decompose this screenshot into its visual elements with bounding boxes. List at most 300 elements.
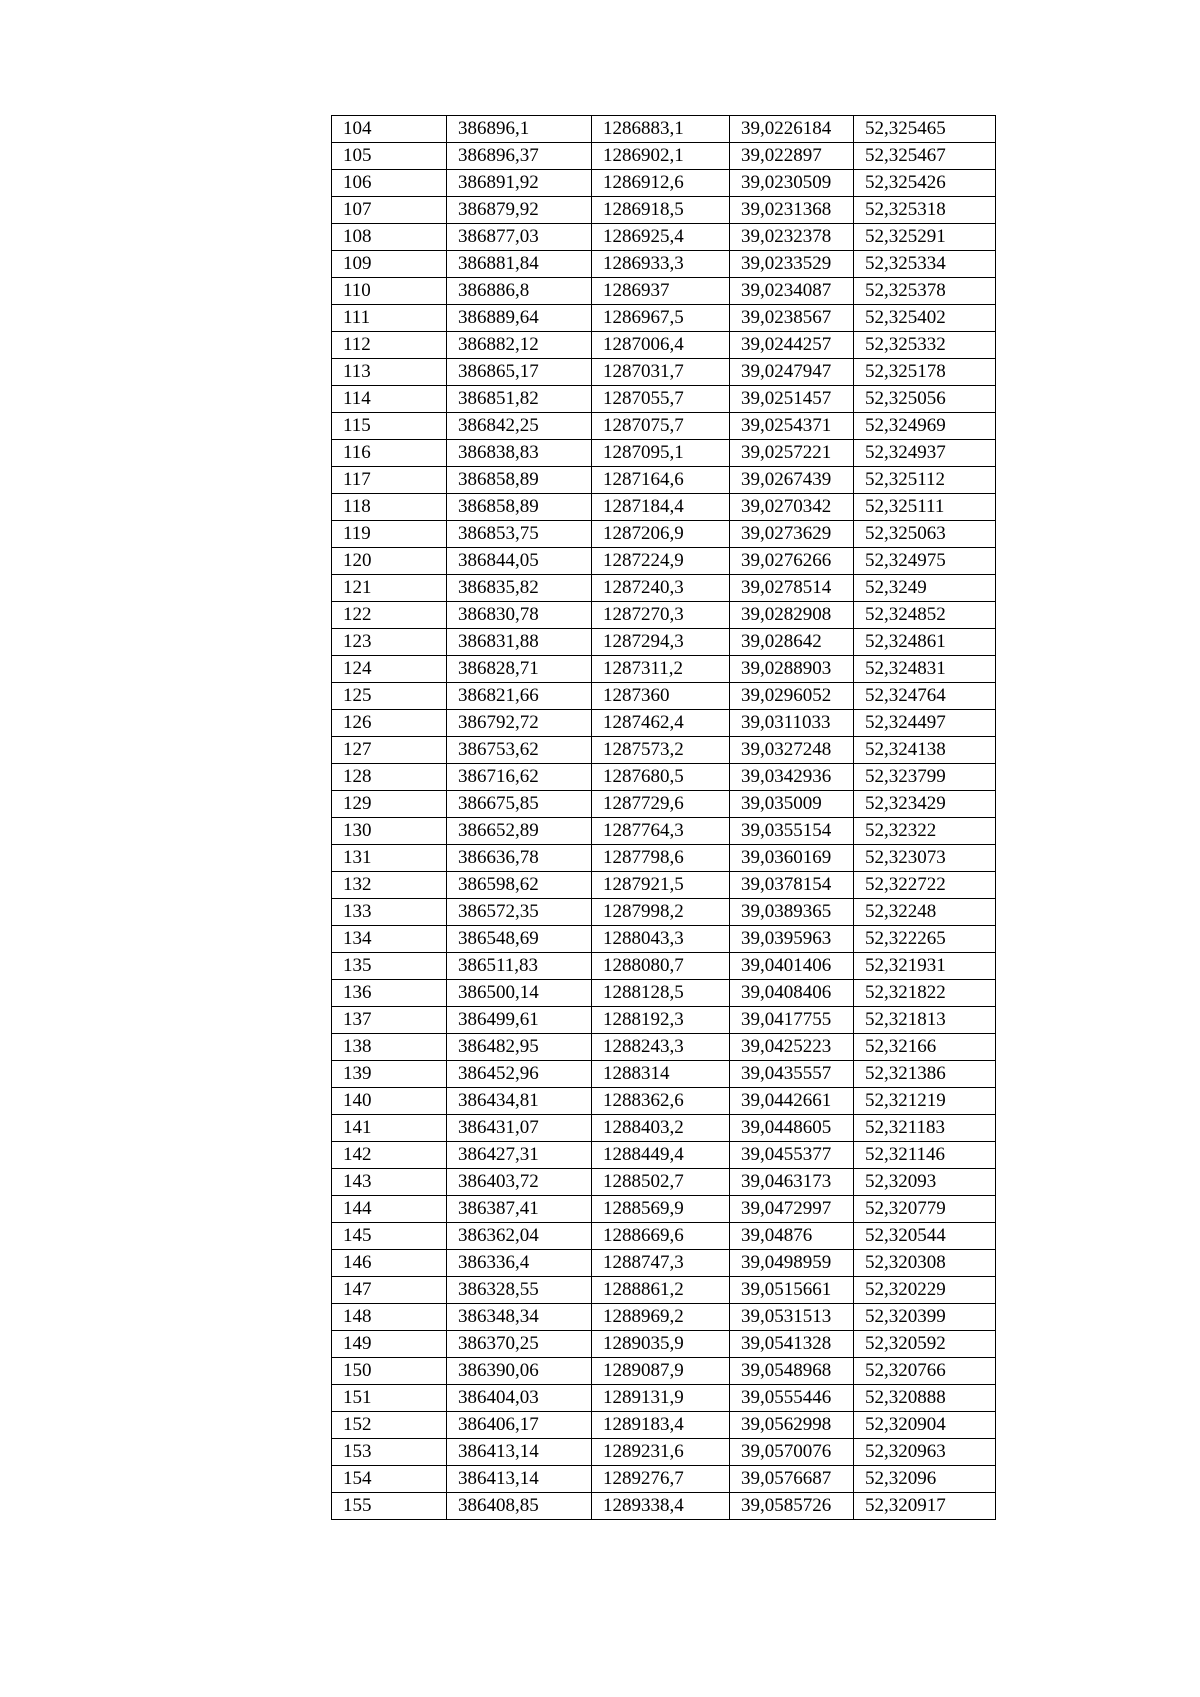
point-number-cell: 119 bbox=[332, 521, 447, 548]
y-coordinate-cell: 1287680,5 bbox=[592, 764, 730, 791]
latitude-cell: 52,324138 bbox=[854, 737, 996, 764]
longitude-cell: 39,0472997 bbox=[730, 1196, 854, 1223]
latitude-cell: 52,325056 bbox=[854, 386, 996, 413]
table-row bbox=[332, 1250, 996, 1277]
latitude-cell: 52,325178 bbox=[854, 359, 996, 386]
longitude-cell: 39,0257221 bbox=[730, 440, 854, 467]
x-coordinate-cell: 386652,89 bbox=[447, 818, 592, 845]
x-coordinate-cell: 386858,89 bbox=[447, 467, 592, 494]
point-number-cell: 104 bbox=[332, 116, 447, 143]
x-coordinate-cell: 386370,25 bbox=[447, 1331, 592, 1358]
latitude-cell: 52,325318 bbox=[854, 197, 996, 224]
point-number-cell: 134 bbox=[332, 926, 447, 953]
x-coordinate-cell: 386851,82 bbox=[447, 386, 592, 413]
x-coordinate-cell: 386891,92 bbox=[447, 170, 592, 197]
x-coordinate-cell: 386821,66 bbox=[447, 683, 592, 710]
longitude-cell: 39,0455377 bbox=[730, 1142, 854, 1169]
latitude-cell: 52,320917 bbox=[854, 1493, 996, 1520]
table-row bbox=[332, 845, 996, 872]
x-coordinate-cell: 386858,89 bbox=[447, 494, 592, 521]
longitude-cell: 39,0541328 bbox=[730, 1331, 854, 1358]
table-row bbox=[332, 818, 996, 845]
longitude-cell: 39,0425223 bbox=[730, 1034, 854, 1061]
y-coordinate-cell: 1287764,3 bbox=[592, 818, 730, 845]
longitude-cell: 39,0498959 bbox=[730, 1250, 854, 1277]
y-coordinate-cell: 1287006,4 bbox=[592, 332, 730, 359]
latitude-cell: 52,321146 bbox=[854, 1142, 996, 1169]
longitude-cell: 39,0296052 bbox=[730, 683, 854, 710]
longitude-cell: 39,0254371 bbox=[730, 413, 854, 440]
point-number-cell: 129 bbox=[332, 791, 447, 818]
point-number-cell: 110 bbox=[332, 278, 447, 305]
point-number-cell: 126 bbox=[332, 710, 447, 737]
y-coordinate-cell: 1287055,7 bbox=[592, 386, 730, 413]
longitude-cell: 39,0238567 bbox=[730, 305, 854, 332]
x-coordinate-cell: 386598,62 bbox=[447, 872, 592, 899]
x-coordinate-cell: 386403,72 bbox=[447, 1169, 592, 1196]
longitude-cell: 39,0231368 bbox=[730, 197, 854, 224]
x-coordinate-cell: 386431,07 bbox=[447, 1115, 592, 1142]
point-number-cell: 131 bbox=[332, 845, 447, 872]
table-row bbox=[332, 1439, 996, 1466]
x-coordinate-cell: 386390,06 bbox=[447, 1358, 592, 1385]
x-coordinate-cell: 386434,81 bbox=[447, 1088, 592, 1115]
point-number-cell: 148 bbox=[332, 1304, 447, 1331]
table-row bbox=[332, 683, 996, 710]
latitude-cell: 52,325291 bbox=[854, 224, 996, 251]
y-coordinate-cell: 1287998,2 bbox=[592, 899, 730, 926]
table-row bbox=[332, 1115, 996, 1142]
longitude-cell: 39,0448605 bbox=[730, 1115, 854, 1142]
longitude-cell: 39,0234087 bbox=[730, 278, 854, 305]
y-coordinate-cell: 1288569,9 bbox=[592, 1196, 730, 1223]
x-coordinate-cell: 386336,4 bbox=[447, 1250, 592, 1277]
table-row bbox=[332, 1196, 996, 1223]
latitude-cell: 52,322722 bbox=[854, 872, 996, 899]
point-number-cell: 105 bbox=[332, 143, 447, 170]
x-coordinate-cell: 386896,1 bbox=[447, 116, 592, 143]
table-row bbox=[332, 1223, 996, 1250]
table-row bbox=[332, 575, 996, 602]
point-number-cell: 132 bbox=[332, 872, 447, 899]
longitude-cell: 39,0278514 bbox=[730, 575, 854, 602]
y-coordinate-cell: 1287921,5 bbox=[592, 872, 730, 899]
table-row bbox=[332, 1358, 996, 1385]
y-coordinate-cell: 1287311,2 bbox=[592, 656, 730, 683]
point-number-cell: 125 bbox=[332, 683, 447, 710]
latitude-cell: 52,323429 bbox=[854, 791, 996, 818]
y-coordinate-cell: 1289131,9 bbox=[592, 1385, 730, 1412]
y-coordinate-cell: 1289035,9 bbox=[592, 1331, 730, 1358]
x-coordinate-cell: 386413,14 bbox=[447, 1466, 592, 1493]
point-number-cell: 111 bbox=[332, 305, 447, 332]
table-row bbox=[332, 1466, 996, 1493]
point-number-cell: 109 bbox=[332, 251, 447, 278]
table-row bbox=[332, 1007, 996, 1034]
latitude-cell: 52,324764 bbox=[854, 683, 996, 710]
latitude-cell: 52,320308 bbox=[854, 1250, 996, 1277]
point-number-cell: 150 bbox=[332, 1358, 447, 1385]
latitude-cell: 52,325467 bbox=[854, 143, 996, 170]
y-coordinate-cell: 1287360 bbox=[592, 683, 730, 710]
longitude-cell: 39,0395963 bbox=[730, 926, 854, 953]
y-coordinate-cell: 1288403,2 bbox=[592, 1115, 730, 1142]
table-row bbox=[332, 197, 996, 224]
point-number-cell: 153 bbox=[332, 1439, 447, 1466]
point-number-cell: 147 bbox=[332, 1277, 447, 1304]
latitude-cell: 52,324969 bbox=[854, 413, 996, 440]
longitude-cell: 39,0273629 bbox=[730, 521, 854, 548]
y-coordinate-cell: 1287206,9 bbox=[592, 521, 730, 548]
longitude-cell: 39,0570076 bbox=[730, 1439, 854, 1466]
longitude-cell: 39,0548968 bbox=[730, 1358, 854, 1385]
point-number-cell: 112 bbox=[332, 332, 447, 359]
longitude-cell: 39,0515661 bbox=[730, 1277, 854, 1304]
y-coordinate-cell: 1287798,6 bbox=[592, 845, 730, 872]
y-coordinate-cell: 1287075,7 bbox=[592, 413, 730, 440]
longitude-cell: 39,0442661 bbox=[730, 1088, 854, 1115]
point-number-cell: 128 bbox=[332, 764, 447, 791]
point-number-cell: 145 bbox=[332, 1223, 447, 1250]
longitude-cell: 39,0232378 bbox=[730, 224, 854, 251]
point-number-cell: 117 bbox=[332, 467, 447, 494]
x-coordinate-cell: 386879,92 bbox=[447, 197, 592, 224]
point-number-cell: 140 bbox=[332, 1088, 447, 1115]
point-number-cell: 144 bbox=[332, 1196, 447, 1223]
point-number-cell: 118 bbox=[332, 494, 447, 521]
latitude-cell: 52,320544 bbox=[854, 1223, 996, 1250]
latitude-cell: 52,320766 bbox=[854, 1358, 996, 1385]
longitude-cell: 39,0233529 bbox=[730, 251, 854, 278]
y-coordinate-cell: 1288192,3 bbox=[592, 1007, 730, 1034]
point-number-cell: 116 bbox=[332, 440, 447, 467]
y-coordinate-cell: 1288861,2 bbox=[592, 1277, 730, 1304]
x-coordinate-cell: 386877,03 bbox=[447, 224, 592, 251]
x-coordinate-cell: 386830,78 bbox=[447, 602, 592, 629]
y-coordinate-cell: 1288128,5 bbox=[592, 980, 730, 1007]
longitude-cell: 39,0327248 bbox=[730, 737, 854, 764]
y-coordinate-cell: 1287462,4 bbox=[592, 710, 730, 737]
point-number-cell: 133 bbox=[332, 899, 447, 926]
point-number-cell: 120 bbox=[332, 548, 447, 575]
latitude-cell: 52,322265 bbox=[854, 926, 996, 953]
longitude-cell: 39,0311033 bbox=[730, 710, 854, 737]
latitude-cell: 52,32166 bbox=[854, 1034, 996, 1061]
y-coordinate-cell: 1286883,1 bbox=[592, 116, 730, 143]
longitude-cell: 39,0276266 bbox=[730, 548, 854, 575]
table-row bbox=[332, 224, 996, 251]
point-number-cell: 143 bbox=[332, 1169, 447, 1196]
longitude-cell: 39,0342936 bbox=[730, 764, 854, 791]
latitude-cell: 52,325112 bbox=[854, 467, 996, 494]
x-coordinate-cell: 386511,83 bbox=[447, 953, 592, 980]
y-coordinate-cell: 1286967,5 bbox=[592, 305, 730, 332]
x-coordinate-cell: 386865,17 bbox=[447, 359, 592, 386]
latitude-cell: 52,325334 bbox=[854, 251, 996, 278]
table-row bbox=[332, 143, 996, 170]
point-number-cell: 142 bbox=[332, 1142, 447, 1169]
y-coordinate-cell: 1287224,9 bbox=[592, 548, 730, 575]
longitude-cell: 39,022897 bbox=[730, 143, 854, 170]
point-number-cell: 114 bbox=[332, 386, 447, 413]
point-number-cell: 107 bbox=[332, 197, 447, 224]
x-coordinate-cell: 386362,04 bbox=[447, 1223, 592, 1250]
latitude-cell: 52,325426 bbox=[854, 170, 996, 197]
latitude-cell: 52,325063 bbox=[854, 521, 996, 548]
longitude-cell: 39,0389365 bbox=[730, 899, 854, 926]
y-coordinate-cell: 1289087,9 bbox=[592, 1358, 730, 1385]
x-coordinate-cell: 386889,64 bbox=[447, 305, 592, 332]
y-coordinate-cell: 1286925,4 bbox=[592, 224, 730, 251]
point-number-cell: 152 bbox=[332, 1412, 447, 1439]
table-row bbox=[332, 1493, 996, 1520]
point-number-cell: 115 bbox=[332, 413, 447, 440]
x-coordinate-cell: 386831,88 bbox=[447, 629, 592, 656]
table-row bbox=[332, 953, 996, 980]
point-number-cell: 122 bbox=[332, 602, 447, 629]
y-coordinate-cell: 1286937 bbox=[592, 278, 730, 305]
table-row bbox=[332, 521, 996, 548]
x-coordinate-cell: 386482,95 bbox=[447, 1034, 592, 1061]
point-number-cell: 106 bbox=[332, 170, 447, 197]
latitude-cell: 52,321183 bbox=[854, 1115, 996, 1142]
point-number-cell: 108 bbox=[332, 224, 447, 251]
latitude-cell: 52,321931 bbox=[854, 953, 996, 980]
longitude-cell: 39,0408406 bbox=[730, 980, 854, 1007]
point-number-cell: 138 bbox=[332, 1034, 447, 1061]
x-coordinate-cell: 386387,41 bbox=[447, 1196, 592, 1223]
y-coordinate-cell: 1287095,1 bbox=[592, 440, 730, 467]
y-coordinate-cell: 1287729,6 bbox=[592, 791, 730, 818]
longitude-cell: 39,0355154 bbox=[730, 818, 854, 845]
longitude-cell: 39,0288903 bbox=[730, 656, 854, 683]
point-number-cell: 123 bbox=[332, 629, 447, 656]
latitude-cell: 52,320399 bbox=[854, 1304, 996, 1331]
x-coordinate-cell: 386842,25 bbox=[447, 413, 592, 440]
x-coordinate-cell: 386753,62 bbox=[447, 737, 592, 764]
y-coordinate-cell: 1286912,6 bbox=[592, 170, 730, 197]
latitude-cell: 52,320888 bbox=[854, 1385, 996, 1412]
latitude-cell: 52,321813 bbox=[854, 1007, 996, 1034]
y-coordinate-cell: 1289338,4 bbox=[592, 1493, 730, 1520]
latitude-cell: 52,32096 bbox=[854, 1466, 996, 1493]
latitude-cell: 52,32322 bbox=[854, 818, 996, 845]
x-coordinate-cell: 386408,85 bbox=[447, 1493, 592, 1520]
latitude-cell: 52,323073 bbox=[854, 845, 996, 872]
x-coordinate-cell: 386499,61 bbox=[447, 1007, 592, 1034]
longitude-cell: 39,0401406 bbox=[730, 953, 854, 980]
table-row bbox=[332, 170, 996, 197]
x-coordinate-cell: 386792,72 bbox=[447, 710, 592, 737]
longitude-cell: 39,0585726 bbox=[730, 1493, 854, 1520]
latitude-cell: 52,32248 bbox=[854, 899, 996, 926]
x-coordinate-cell: 386828,71 bbox=[447, 656, 592, 683]
y-coordinate-cell: 1287294,3 bbox=[592, 629, 730, 656]
latitude-cell: 52,320779 bbox=[854, 1196, 996, 1223]
latitude-cell: 52,325378 bbox=[854, 278, 996, 305]
y-coordinate-cell: 1286918,5 bbox=[592, 197, 730, 224]
point-number-cell: 146 bbox=[332, 1250, 447, 1277]
longitude-cell: 39,0562998 bbox=[730, 1412, 854, 1439]
longitude-cell: 39,028642 bbox=[730, 629, 854, 656]
table-row bbox=[332, 467, 996, 494]
latitude-cell: 52,324975 bbox=[854, 548, 996, 575]
x-coordinate-cell: 386427,31 bbox=[447, 1142, 592, 1169]
y-coordinate-cell: 1289231,6 bbox=[592, 1439, 730, 1466]
longitude-cell: 39,0226184 bbox=[730, 116, 854, 143]
x-coordinate-cell: 386572,35 bbox=[447, 899, 592, 926]
point-number-cell: 151 bbox=[332, 1385, 447, 1412]
latitude-cell: 52,323799 bbox=[854, 764, 996, 791]
latitude-cell: 52,325332 bbox=[854, 332, 996, 359]
y-coordinate-cell: 1288243,3 bbox=[592, 1034, 730, 1061]
x-coordinate-cell: 386882,12 bbox=[447, 332, 592, 359]
longitude-cell: 39,0267439 bbox=[730, 467, 854, 494]
x-coordinate-cell: 386853,75 bbox=[447, 521, 592, 548]
point-number-cell: 130 bbox=[332, 818, 447, 845]
point-number-cell: 124 bbox=[332, 656, 447, 683]
point-number-cell: 137 bbox=[332, 1007, 447, 1034]
table-row bbox=[332, 1061, 996, 1088]
latitude-cell: 52,3249 bbox=[854, 575, 996, 602]
latitude-cell: 52,324937 bbox=[854, 440, 996, 467]
x-coordinate-cell: 386838,83 bbox=[447, 440, 592, 467]
y-coordinate-cell: 1289183,4 bbox=[592, 1412, 730, 1439]
y-coordinate-cell: 1288043,3 bbox=[592, 926, 730, 953]
latitude-cell: 52,325402 bbox=[854, 305, 996, 332]
table-row bbox=[332, 548, 996, 575]
table-row bbox=[332, 629, 996, 656]
y-coordinate-cell: 1286902,1 bbox=[592, 143, 730, 170]
y-coordinate-cell: 1287184,4 bbox=[592, 494, 730, 521]
table-row bbox=[332, 413, 996, 440]
point-number-cell: 113 bbox=[332, 359, 447, 386]
longitude-cell: 39,0282908 bbox=[730, 602, 854, 629]
table-row bbox=[332, 386, 996, 413]
point-number-cell: 121 bbox=[332, 575, 447, 602]
longitude-cell: 39,0531513 bbox=[730, 1304, 854, 1331]
y-coordinate-cell: 1288362,6 bbox=[592, 1088, 730, 1115]
longitude-cell: 39,0360169 bbox=[730, 845, 854, 872]
table-row bbox=[332, 1277, 996, 1304]
latitude-cell: 52,320229 bbox=[854, 1277, 996, 1304]
table-row bbox=[332, 791, 996, 818]
y-coordinate-cell: 1288080,7 bbox=[592, 953, 730, 980]
table-row bbox=[332, 332, 996, 359]
table-row bbox=[332, 305, 996, 332]
point-number-cell: 136 bbox=[332, 980, 447, 1007]
latitude-cell: 52,324831 bbox=[854, 656, 996, 683]
longitude-cell: 39,0270342 bbox=[730, 494, 854, 521]
y-coordinate-cell: 1288449,4 bbox=[592, 1142, 730, 1169]
x-coordinate-cell: 386886,8 bbox=[447, 278, 592, 305]
x-coordinate-cell: 386348,34 bbox=[447, 1304, 592, 1331]
table-row bbox=[332, 1034, 996, 1061]
x-coordinate-cell: 386835,82 bbox=[447, 575, 592, 602]
latitude-cell: 52,321386 bbox=[854, 1061, 996, 1088]
table-row bbox=[332, 1142, 996, 1169]
latitude-cell: 52,320592 bbox=[854, 1331, 996, 1358]
table-row bbox=[332, 278, 996, 305]
table-row bbox=[332, 494, 996, 521]
latitude-cell: 52,324861 bbox=[854, 629, 996, 656]
coordinates-table-body bbox=[332, 116, 996, 1520]
longitude-cell: 39,0230509 bbox=[730, 170, 854, 197]
latitude-cell: 52,321822 bbox=[854, 980, 996, 1007]
table-row bbox=[332, 1412, 996, 1439]
y-coordinate-cell: 1289276,7 bbox=[592, 1466, 730, 1493]
table-row bbox=[332, 1169, 996, 1196]
x-coordinate-cell: 386413,14 bbox=[447, 1439, 592, 1466]
y-coordinate-cell: 1288969,2 bbox=[592, 1304, 730, 1331]
longitude-cell: 39,0378154 bbox=[730, 872, 854, 899]
longitude-cell: 39,0463173 bbox=[730, 1169, 854, 1196]
table-row bbox=[332, 899, 996, 926]
point-number-cell: 155 bbox=[332, 1493, 447, 1520]
y-coordinate-cell: 1288669,6 bbox=[592, 1223, 730, 1250]
longitude-cell: 39,0251457 bbox=[730, 386, 854, 413]
y-coordinate-cell: 1288747,3 bbox=[592, 1250, 730, 1277]
y-coordinate-cell: 1286933,3 bbox=[592, 251, 730, 278]
x-coordinate-cell: 386404,03 bbox=[447, 1385, 592, 1412]
latitude-cell: 52,321219 bbox=[854, 1088, 996, 1115]
table-row bbox=[332, 251, 996, 278]
longitude-cell: 39,0417755 bbox=[730, 1007, 854, 1034]
y-coordinate-cell: 1287240,3 bbox=[592, 575, 730, 602]
longitude-cell: 39,0576687 bbox=[730, 1466, 854, 1493]
x-coordinate-cell: 386844,05 bbox=[447, 548, 592, 575]
latitude-cell: 52,324852 bbox=[854, 602, 996, 629]
point-number-cell: 139 bbox=[332, 1061, 447, 1088]
latitude-cell: 52,320963 bbox=[854, 1439, 996, 1466]
table-row bbox=[332, 1088, 996, 1115]
table-row bbox=[332, 1331, 996, 1358]
y-coordinate-cell: 1287573,2 bbox=[592, 737, 730, 764]
longitude-cell: 39,0555446 bbox=[730, 1385, 854, 1412]
table-row bbox=[332, 710, 996, 737]
x-coordinate-cell: 386896,37 bbox=[447, 143, 592, 170]
y-coordinate-cell: 1287164,6 bbox=[592, 467, 730, 494]
latitude-cell: 52,325465 bbox=[854, 116, 996, 143]
x-coordinate-cell: 386881,84 bbox=[447, 251, 592, 278]
point-number-cell: 135 bbox=[332, 953, 447, 980]
x-coordinate-cell: 386328,55 bbox=[447, 1277, 592, 1304]
x-coordinate-cell: 386500,14 bbox=[447, 980, 592, 1007]
table-row bbox=[332, 872, 996, 899]
latitude-cell: 52,325111 bbox=[854, 494, 996, 521]
longitude-cell: 39,035009 bbox=[730, 791, 854, 818]
y-coordinate-cell: 1288502,7 bbox=[592, 1169, 730, 1196]
coordinates-table bbox=[331, 115, 996, 1520]
longitude-cell: 39,0247947 bbox=[730, 359, 854, 386]
table-row bbox=[332, 737, 996, 764]
table-row bbox=[332, 980, 996, 1007]
table-row bbox=[332, 1304, 996, 1331]
longitude-cell: 39,04876 bbox=[730, 1223, 854, 1250]
point-number-cell: 154 bbox=[332, 1466, 447, 1493]
table-row bbox=[332, 116, 996, 143]
latitude-cell: 52,320904 bbox=[854, 1412, 996, 1439]
x-coordinate-cell: 386452,96 bbox=[447, 1061, 592, 1088]
table-row bbox=[332, 359, 996, 386]
latitude-cell: 52,32093 bbox=[854, 1169, 996, 1196]
table-row bbox=[332, 656, 996, 683]
x-coordinate-cell: 386675,85 bbox=[447, 791, 592, 818]
longitude-cell: 39,0435557 bbox=[730, 1061, 854, 1088]
y-coordinate-cell: 1287031,7 bbox=[592, 359, 730, 386]
point-number-cell: 141 bbox=[332, 1115, 447, 1142]
table-row bbox=[332, 1385, 996, 1412]
